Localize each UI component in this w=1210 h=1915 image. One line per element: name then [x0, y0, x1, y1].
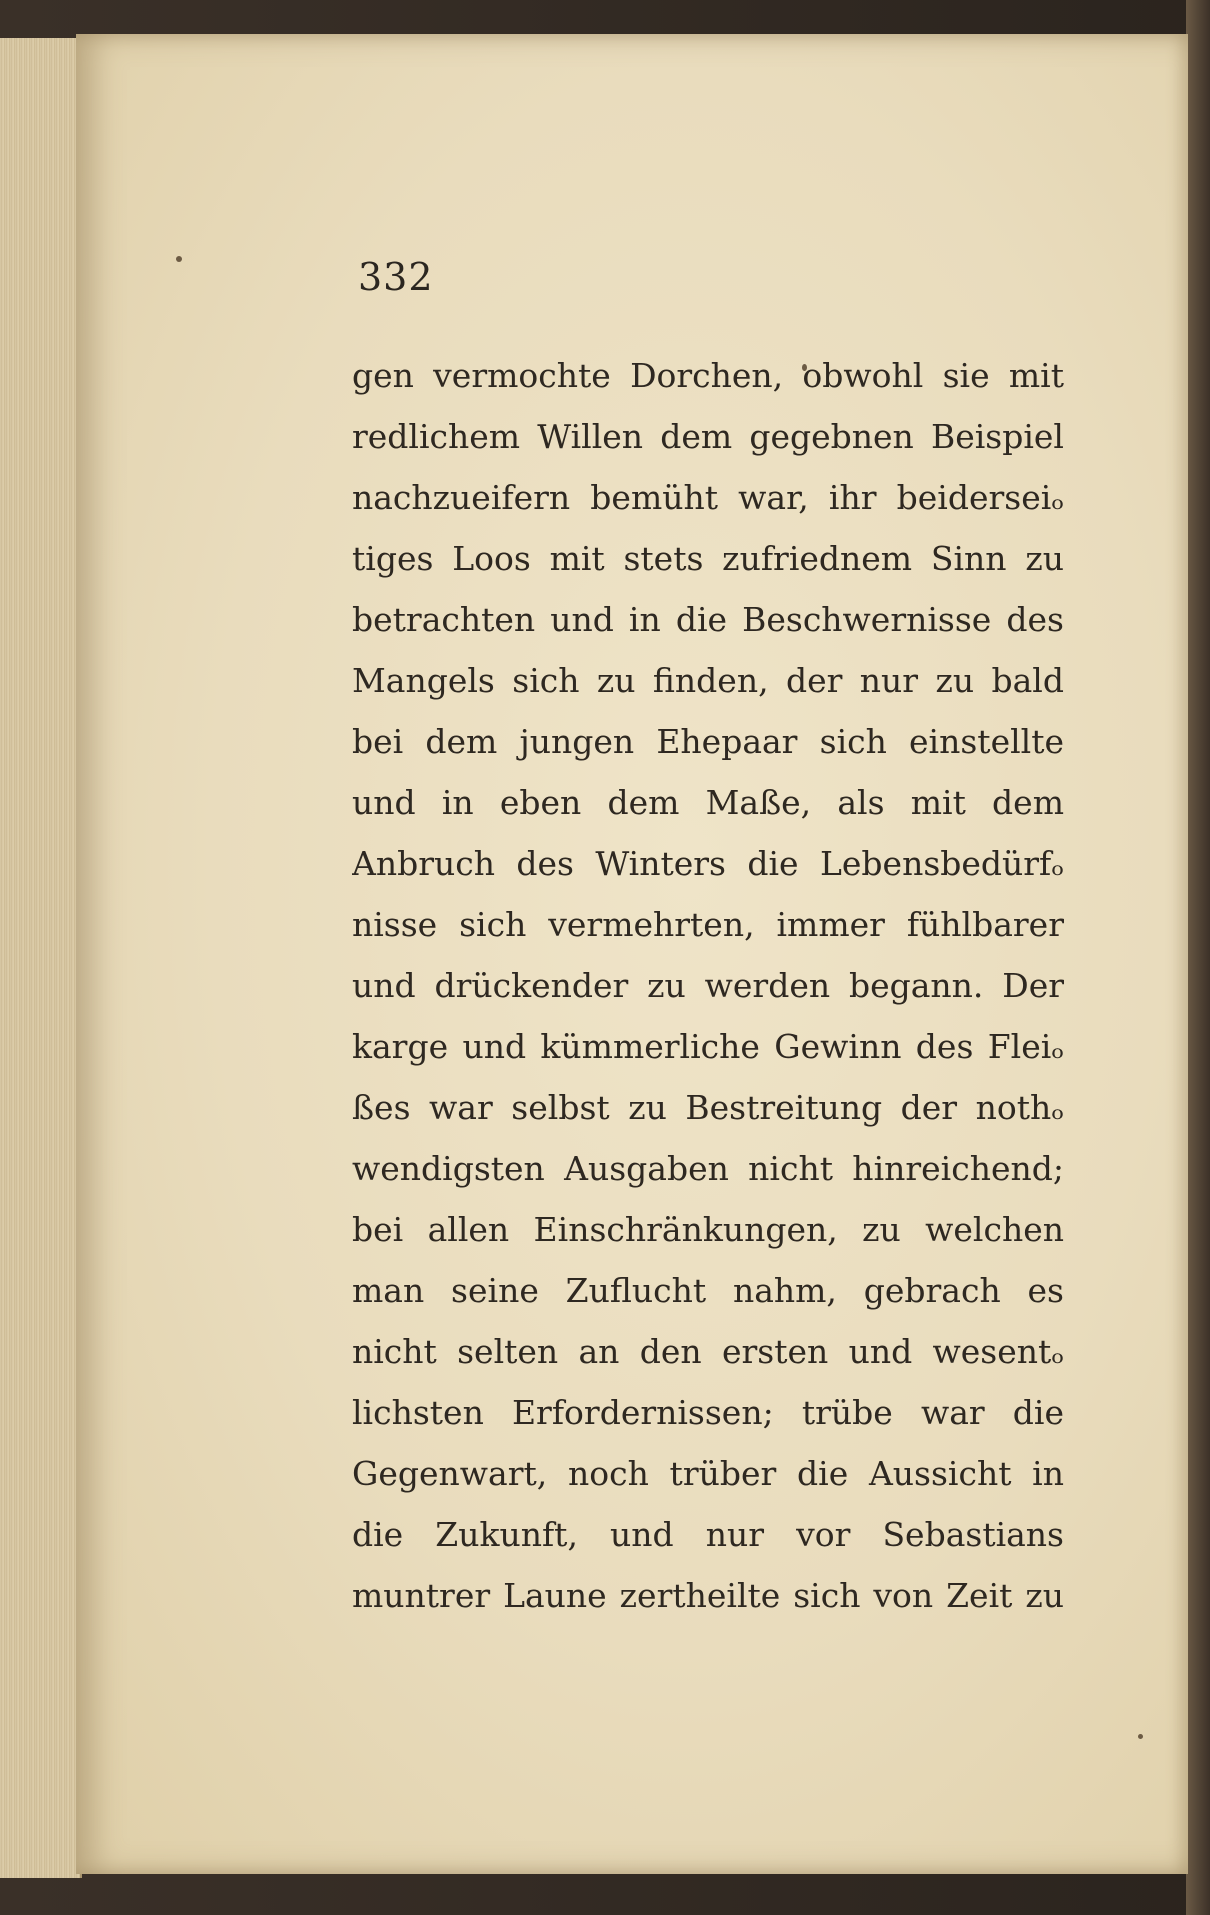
body-text — [352, 345, 1064, 1626]
text-line: und drückender zu werden begann. Der — [352, 966, 1064, 1005]
text-line: lichsten Erfordernissen; trübe war die — [352, 1393, 1064, 1432]
text-line: nisse sich vermehrten, immer fühlbarer — [352, 905, 1064, 944]
text-line: nicht selten an den ersten und wesentₒ — [352, 1332, 1064, 1371]
text-line: Gegenwart, noch trüber die Aussicht in — [352, 1454, 1064, 1493]
text-line: tiges Loos mit stets zufriednem Sinn zu — [352, 539, 1064, 578]
text-line: Mangels sich zu finden, der nur zu bald — [352, 661, 1064, 700]
text-line: ßes war selbst zu Bestreitung der nothₒ — [352, 1088, 1064, 1127]
book-cover-edge — [1186, 0, 1210, 1915]
text-line: nachzueifern bemüht war, ihr beiderseiₒ — [352, 478, 1064, 517]
text-line: Anbruch des Winters die Lebensbedürfₒ — [352, 844, 1064, 883]
text-line: gen vermochte Dorchen, obwohl sie mit — [352, 356, 1064, 395]
text-line: wendigsten Ausgaben nicht hinreichend; — [352, 1149, 1064, 1188]
page-number: 332 — [358, 255, 434, 299]
paper-speck — [176, 256, 182, 262]
text-line: und in eben dem Maße, als mit dem — [352, 783, 1064, 822]
text-line: muntrer Laune zertheilte sich von Zeit zu — [352, 1576, 1064, 1615]
paper-speck — [1138, 1734, 1143, 1739]
text-line: karge und kümmerliche Gewinn des Fleiₒ — [352, 1027, 1064, 1066]
text-line: die Zukunft, und nur vor Sebastians — [352, 1515, 1064, 1554]
text-line: bei allen Einschränkungen, zu welchen — [352, 1210, 1064, 1249]
text-line: bei dem jungen Ehepaar sich einstellte — [352, 722, 1064, 761]
text-line: man seine Zuflucht nahm, gebrach es — [352, 1271, 1064, 1310]
page-edges — [0, 38, 82, 1878]
text-line: betrachten und in die Beschwernisse des — [352, 600, 1064, 639]
text-line: redlichem Willen dem gegebnen Beispiel — [352, 417, 1064, 456]
